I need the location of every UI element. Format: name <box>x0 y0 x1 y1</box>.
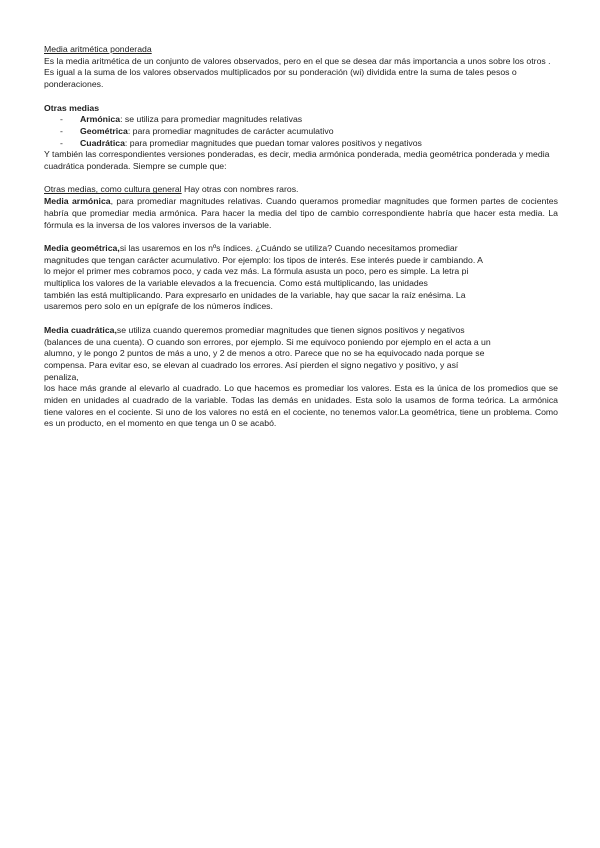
geometric-line: lo mejor el primer mes cobramos poco, y cada vez más. La fórmula asusta un poco, pero es simple. La letra pi <box>44 266 469 277</box>
quadratic-section <box>44 325 558 430</box>
quadratic-term: Media cuadrática, <box>44 324 117 335</box>
harmonic-term: Media armónica <box>44 196 111 207</box>
other-means-heading: Otras medias <box>44 102 100 113</box>
culture-section <box>44 184 558 231</box>
culture-heading-line <box>44 184 558 196</box>
list-item <box>60 114 558 126</box>
dash-bullet-icon: - <box>60 114 63 125</box>
other-means-section <box>44 103 558 173</box>
quadratic-text: se utiliza cuando queremos promediar magnitudes que tienen signos positivos y negativos <box>116 324 465 335</box>
geometric-line: multiplica los valores de la variable elevados a la frecuencia. Como está multiplicando, las unidades <box>44 278 428 289</box>
harmonic-paragraph <box>44 196 558 231</box>
list-item-term: Armónica <box>80 114 121 125</box>
dash-bullet-icon: - <box>60 125 63 136</box>
quadratic-line: compensa. Para evitar eso, se elevan al cuadrado los errores. Así pierden el signo negativo y positivo, y así <box>44 359 459 370</box>
culture-heading-tail: Hay otras con nombres raros. <box>181 184 299 195</box>
geometric-section <box>44 243 558 313</box>
culture-heading: Otras medias, como cultura general <box>44 184 182 195</box>
weighted-mean-body: Es la media aritmética de un conjunto de valores observados, pero en el que se desea dar más importancia a unos sobre los otros . Es igual a la suma de los valores observados multiplicados por su ponderación (wi) dividida entre la suma de tales pesos o ponderaciones. <box>44 55 551 90</box>
document-page <box>44 44 558 430</box>
quadratic-line: alumno, y le pongo 2 puntos de más a uno, y 2 de menos a otro. Parece que no se ha equivocado nada porque se <box>44 348 485 359</box>
other-means-closing: Y también las correspondientes versiones ponderadas, es decir, media armónica ponderada, media geométrica ponderada y media cuadrática ponderada. Siempre se cumple que: <box>44 149 550 172</box>
list-item <box>60 126 558 138</box>
weighted-mean-section <box>44 44 558 91</box>
dash-bullet-icon: - <box>60 137 63 148</box>
quadratic-line <box>44 325 558 337</box>
geometric-line: también las está multiplicando. Para expresarlo en unidades de la variable, hay que sacar la raíz enésima. La <box>44 289 466 300</box>
quadratic-line: (balances de una cuenta). O cuando son errores, por ejemplo. Si me equivoco poniendo por ejemplo en el acta a un <box>44 336 491 347</box>
list-item-term: Cuadrática <box>80 137 125 148</box>
harmonic-text: , para promediar magnitudes relativas. Cuando queramos promediar magnitudes que formen partes de cocientes habría que promediar media armónica. Para hacer la media del tipo de cambio correspondiente habría que hacer esta media. La fórmula es la inversa de los valores inversos de la variable. <box>44 196 558 230</box>
geometric-line: magnitudes que tengan carácter acumulativo. Por ejemplo: los tipos de interés. Ese interés puede ir cambiando. A <box>44 254 483 265</box>
list-item-text: : para promediar magnitudes de carácter acumulativo <box>127 125 334 136</box>
list-item <box>60 138 558 150</box>
quadratic-line: penaliza, <box>44 371 79 382</box>
list-item-term: Geométrica <box>80 125 128 136</box>
geometric-line <box>44 243 558 255</box>
geometric-text: si las usaremos en los nºs índices. ¿Cuándo se utiliza? Cuando necesitamos promediar <box>119 242 458 253</box>
weighted-mean-heading: Media aritmética ponderada <box>44 44 152 54</box>
geometric-line: usaremos pero solo en un epígrafe de los números índices. <box>44 301 273 312</box>
quadratic-tail: los hace más grande al elevarlo al cuadrado. Lo que hacemos es promediar los valores. Esta es la única de los promedios que se miden en unidades al cuadrado de la variable. Todas las demás en unidades. Esta solo la usamos de forma teórica. La armónica tiene valores en el cociente. Si uno de los valores no está en el cociente, no tenemos valor.La geométrica, tiene un problema. Como es un producto, en el momento en que tenga un 0 se acabó. <box>44 383 558 429</box>
geometric-term: Media geométrica, <box>44 242 120 253</box>
list-item-text: : para promediar magnitudes que puedan tomar valores positivos y negativos <box>124 137 422 148</box>
list-item-text: : se utiliza para promediar magnitudes relativas <box>120 114 303 125</box>
other-means-list <box>44 114 558 149</box>
